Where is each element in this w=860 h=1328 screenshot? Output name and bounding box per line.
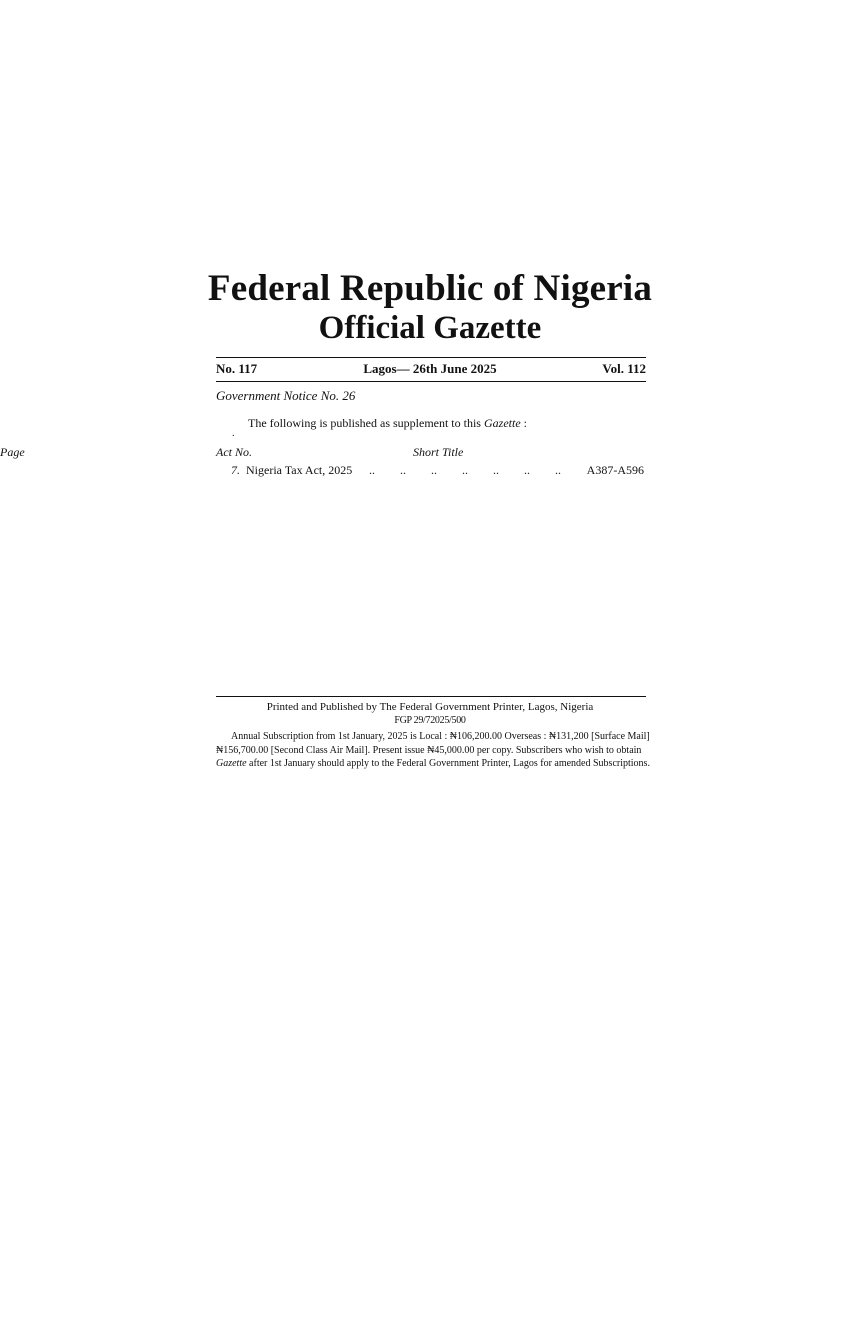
top-rule: [216, 357, 646, 358]
dot-leaders: .. .. .. .. .. .. ..: [369, 463, 561, 477]
issue-number: No. 117: [216, 361, 258, 376]
row-short-title: Nigeria Tax Act, 2025: [246, 463, 353, 477]
stray-dot: .: [232, 428, 235, 439]
header-short-title: Short Title: [413, 445, 464, 459]
footer-rule: [216, 696, 646, 697]
row-page: A387-A596: [586, 463, 644, 477]
subscription-line-1: Annual Subscription from 1st January, 2025 is Local : ₦106,200.00 Overseas : ₦131,200 [Surface Mail]: [231, 731, 650, 742]
row-act-no: 7.: [231, 463, 240, 477]
printer-line: Printed and Published by The Federal Government Printer, Lagos, Nigeria: [266, 701, 594, 713]
subscription-line-2: ₦156,700.00 [Second Class Air Mail]. Present issue ₦45,000.00 per copy. Subscribers who wish to obtain: [216, 744, 642, 756]
issue-volume: Vol. 112: [602, 361, 646, 376]
subscription-text: [216, 730, 650, 771]
print-code: FGP 29/72025/500: [394, 715, 466, 726]
intro-text: [248, 416, 527, 431]
government-notice: Government Notice No. 26: [216, 388, 356, 403]
subscription-line-3: [216, 757, 650, 771]
intro-sentence: The following is published as supplement to this: [248, 416, 481, 430]
intro-suffix: :: [520, 416, 527, 430]
issue-place-date: Lagos— 26th June 2025: [363, 361, 497, 376]
intro-gazette-word: Gazette: [483, 416, 521, 430]
header-page: Page: [0, 445, 25, 459]
header-act-no: Act No.: [216, 445, 252, 459]
subscription-gazette-word: Gazette: [216, 758, 247, 769]
subscription-line-3-rest: after 1st January should apply to the Federal Government Printer, Lagos for amended Subscriptions.: [246, 758, 650, 769]
issue-rule: [216, 381, 646, 382]
masthead-title: Federal Republic of Nigeria: [207, 268, 653, 309]
masthead-subtitle: Official Gazette: [318, 310, 542, 346]
